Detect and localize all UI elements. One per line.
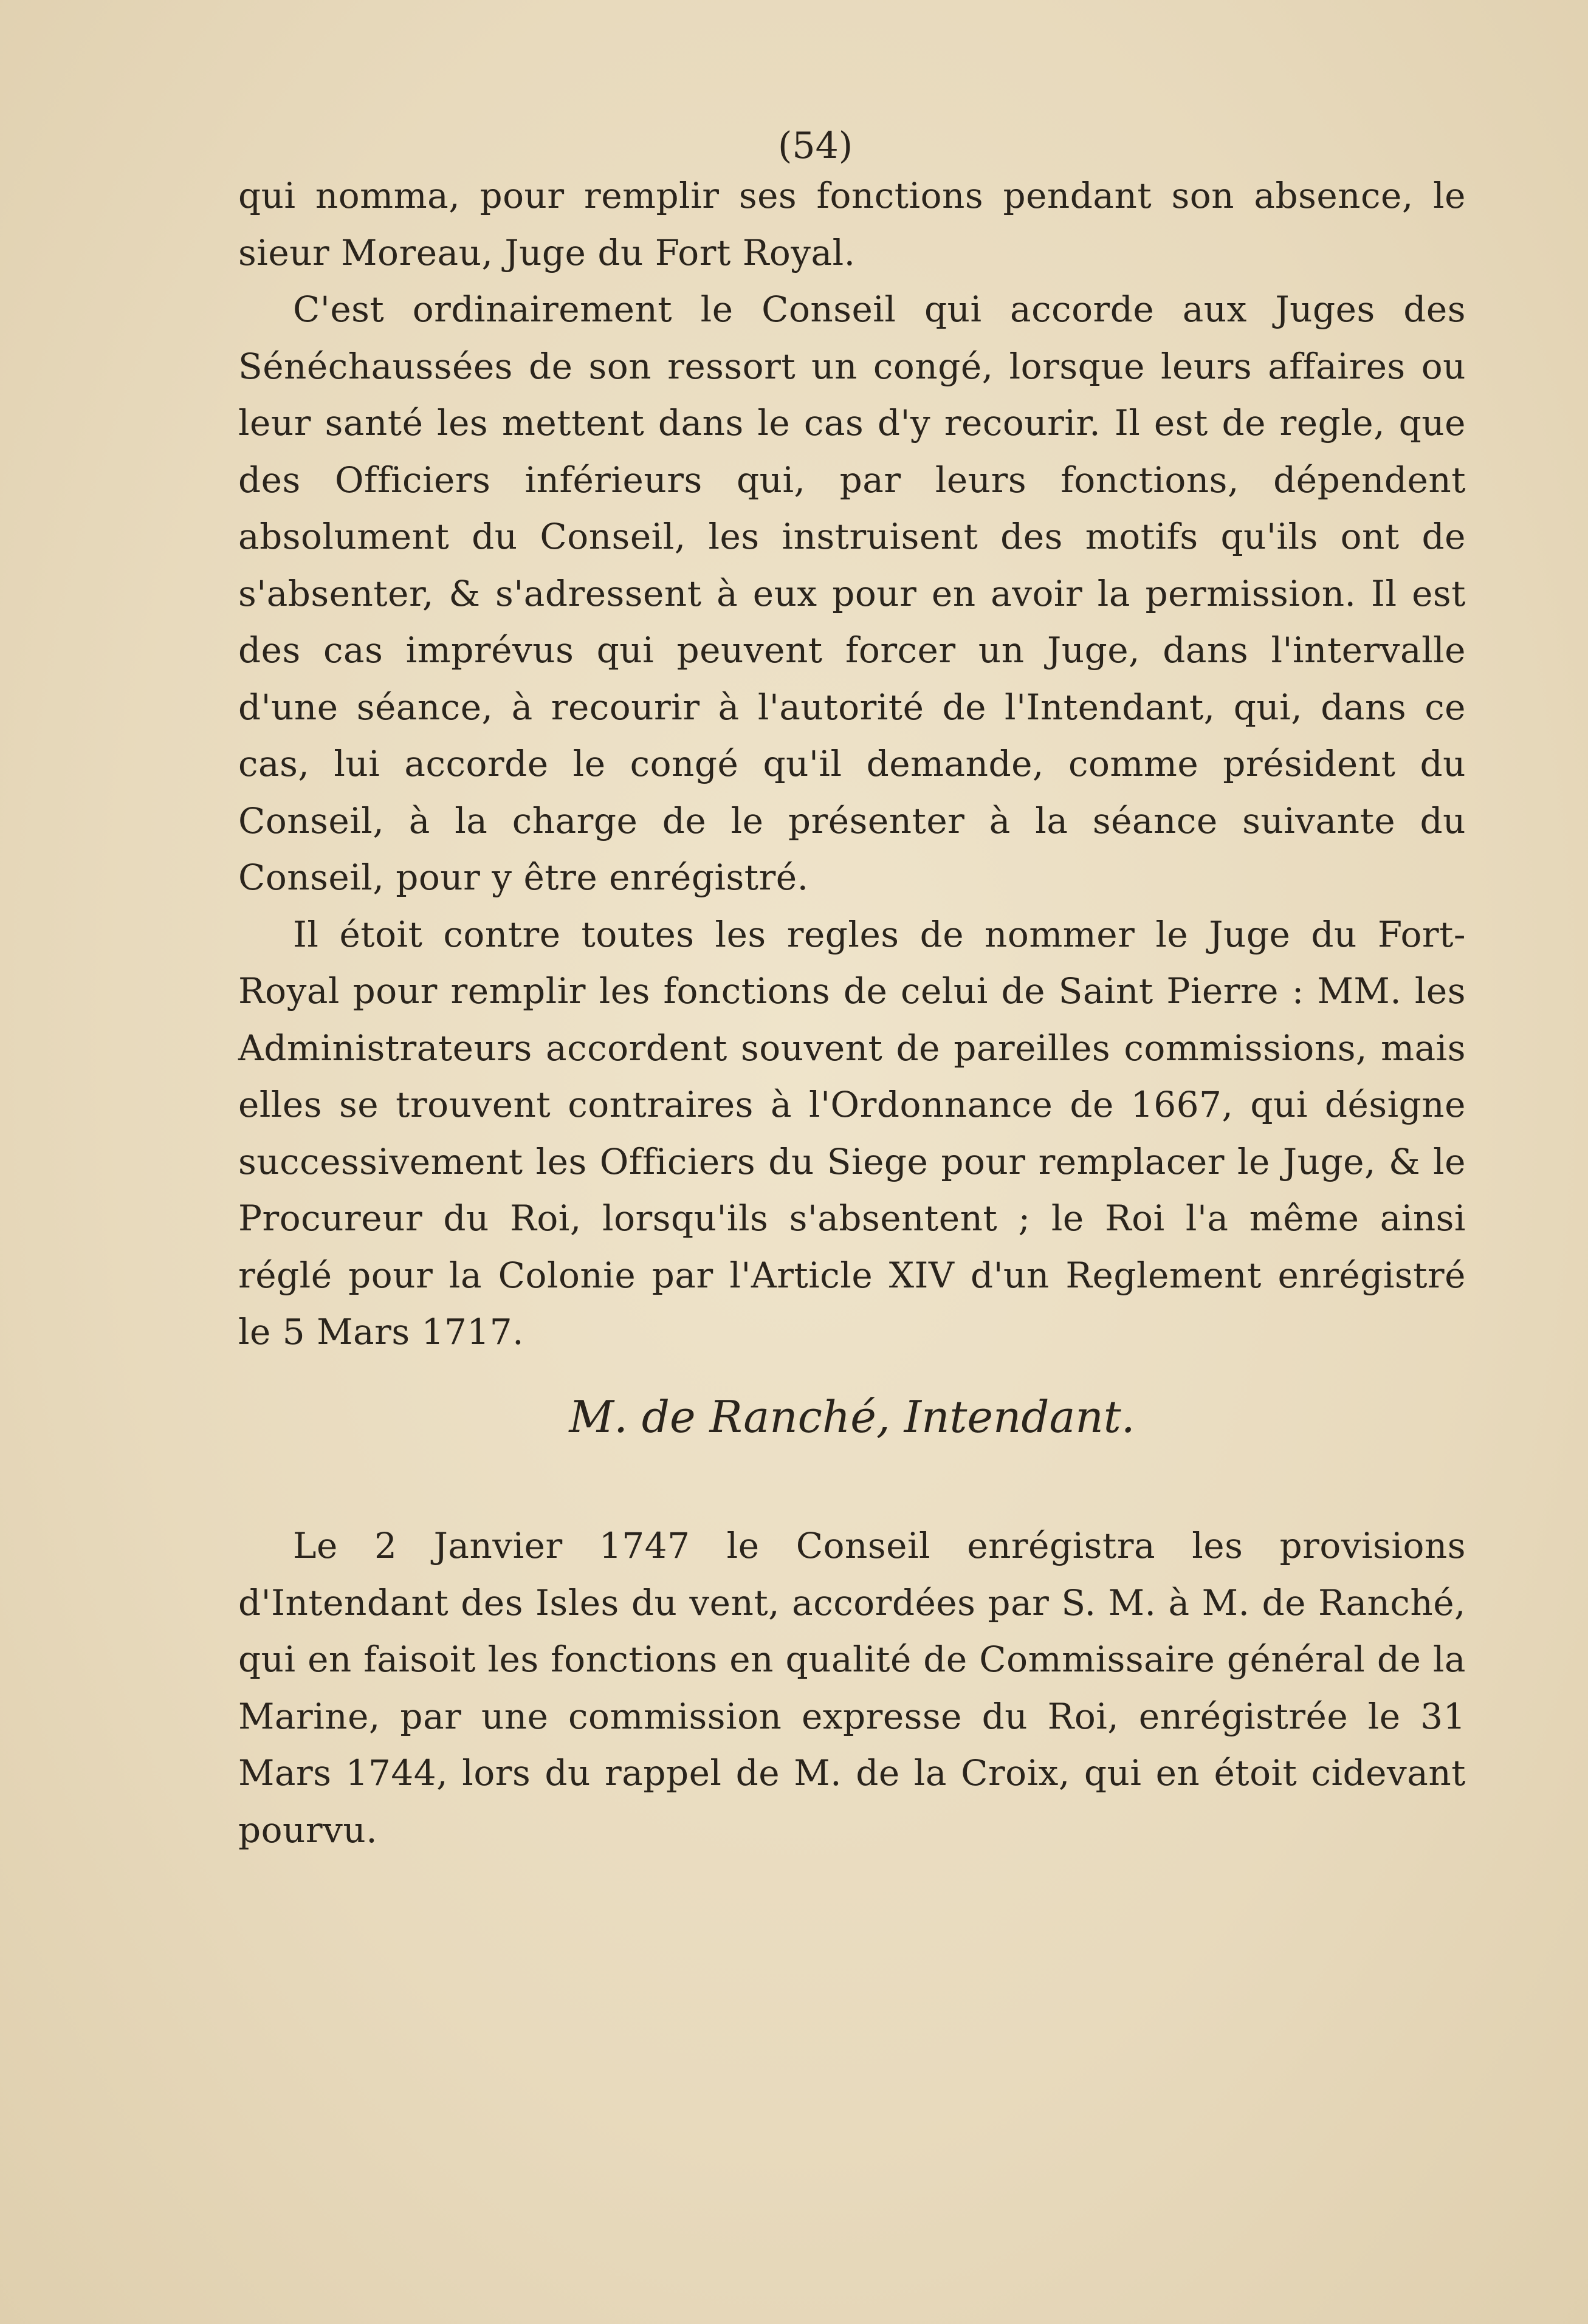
paragraph-4: Le 2 Janvier 1747 le Conseil enrégistra les provisions d'Intendant des Isles du vent, accordées par S. M. à M. de Ranché, qui en faisoit les fonctions en qualité de Commissaire général de la Marine, par une commission expresse du Roi, enrégistrée le 31 Mars 1744, lors du rappel de M. de la Croix, qui en étoit cidevant pourvu. [238,1525,1466,1851]
text-block-top [238,168,1466,1361]
paragraph-1: qui nomma, pour remplir ses fonctions pendant son absence, le sieur Moreau, Juge du Fort Royal. [238,175,1466,273]
paragraph-3: Il étoit contre toutes les regles de nommer le Juge du Fort-Royal pour remplir les fonctions de celui de Saint Pierre : MM. les Administrateurs accordent souvent de pareilles commissions, mais elles se trouvent contraires à l'Ordonnance de 1667, qui désigne successivement les Officiers du Siege pour remplacer le Juge, & le Procureur du Roi, lorsqu'ils s'absentent ; le Roi l'a même ainsi réglé pour la Colonie par l'Article XIV d'un Reglement enrégistré le 5 Mars 1717. [238,913,1466,1352]
page-number: (54) [778,125,853,167]
text-block-bottom [238,1518,1466,1859]
paragraph-2: C'est ordinairement le Conseil qui accorde aux Juges des Sénéchaussées de son ressort un congé, lorsque leurs affaires ou leur santé les mettent dans le cas d'y recourir. Il est de regle, que des Officiers inférieurs qui, par leurs fonctions, dépendent absolument du Conseil, les instruisent des motifs qu'ils ont de s'absenter, & s'adressent à eux pour en avoir la permission. Il est des cas imprévus qui peuvent forcer un Juge, dans l'intervalle d'une séance, à recourir à l'autorité de l'Intendant, qui, dans ce cas, lui accorde le congé qu'il demande, comme président du Conseil, à la charge de le présenter à la séance suivante du Conseil, pour y être enrégistré. [238,289,1466,898]
section-heading: M. de Ranché, Intendant. [569,1391,1135,1442]
